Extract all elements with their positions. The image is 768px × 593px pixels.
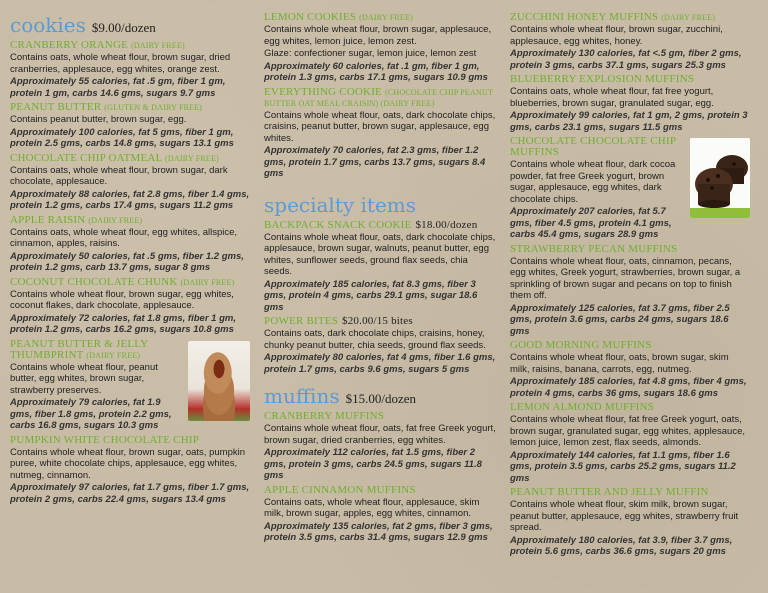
item-nutrition: Approximately 60 calories, fat .1 gm, fiber 1 gm, protein 1.3 gms, carbs 17.1 gms, sugars 10.9 gms <box>264 60 488 83</box>
item-description: Contains whole wheat flour, dark cocoa powder, fat free Greek yogurt, brown sugar, applesauce, egg whites, dark chocolate chips. <box>510 159 676 205</box>
menu-item <box>264 411 496 482</box>
item-nutrition: Approximately 99 calories, fat 1 gm, 2 gms, protein 3 gms, carbs 23.1 gms, sugars 11.5 gms <box>510 110 748 133</box>
item-name-text: PEANUT BUTTER & JELLY THUMBPRINT <box>10 337 148 361</box>
item-nutrition: Approximately 100 calories, fat 5 gms, fiber 1 gm, protein 2.5 gms, carbs 14.8 gms, sugars 13.1 gms <box>10 126 234 149</box>
item-name <box>510 12 750 23</box>
menu-item <box>264 316 496 375</box>
item-glaze-note: Glaze: confectioner sugar, lemon juice, lemon zest <box>264 48 477 59</box>
item-description: Contains whole wheat flour, brown sugar, egg whites, coconut flakes, dark chocolate, applesauce. <box>10 288 234 311</box>
specialty-section-header <box>264 194 496 216</box>
item-description: Contains oats, whole wheat flour, brown sugar, dried cranberries, applesauce, egg whites, orange zest. <box>10 52 231 75</box>
more-muffins-list <box>510 12 750 558</box>
menu-item <box>510 74 750 133</box>
item-name <box>510 402 750 413</box>
item-name-text: STRAWBERRY PECAN MUFFINS <box>510 242 678 255</box>
item-nutrition: Approximately 97 calories, fat 1.7 gms, fiber 1.7 gms, protein 2 gms, carbs 22.4 gms, sugars 13.4 gms <box>10 482 250 505</box>
item-description: Contains oats, dark chocolate chips, craisins, honey, chunky peanut butter, chia seeds, ground flax seeds. <box>264 328 486 351</box>
item-nutrition: Approximately 130 calories, fat <.5 gm, fiber 2 gms, protein 3 gms, carbs 37.1 gms, sugars 25.3 gms <box>510 48 742 71</box>
item-nutrition: Approximately 79 calories, fat 1.9 gms, fiber 1.8 gms, protein 2.2 gms, carbs 16.8 gms, sugars 10.3 gms <box>10 397 172 431</box>
menu-item <box>10 40 250 99</box>
item-dietary-tag: (DAIRY FREE) <box>661 13 716 22</box>
item-description: Contains whole wheat flour, oats, dark chocolate chips, craisins, peanut butter, brown sugar, applesauce, egg whites. <box>264 109 496 144</box>
item-dietary-tag: (CHOCOLATE CHIP PEANUT BUTTER OAT MEAL CRAISIN) (DAIRY FREE) <box>264 87 493 108</box>
item-dietary-tag: (DAIRY FREE) <box>88 215 143 225</box>
more-cookies-list <box>264 12 496 180</box>
menu-column-middle <box>264 4 496 593</box>
menu-item <box>510 136 750 241</box>
item-dietary-tag: (GLUTEN & DAIRY FREE) <box>104 103 203 112</box>
menu-item <box>10 339 250 432</box>
item-nutrition: Approximately 80 calories, fat 4 gms, fiber 1.6 gms, protein 1.7 gms, carbs 9.6 gms, sugars 5 gms <box>264 352 496 375</box>
menu-item <box>264 485 496 544</box>
item-description: Contains whole wheat flour, oats, fat free Greek yogurt, brown sugar, dried cranberries, egg whites. <box>264 423 496 446</box>
item-nutrition: Approximately 50 calories, fat .5 gms, fiber 1.2 gms, protein 1.2 gms, carb 13.7 gms, sugar 8 gms <box>10 250 244 273</box>
item-description: Contains oats, whole wheat flour, fat free yogurt, blueberries, brown sugar, granulated sugar, egg. <box>510 86 714 109</box>
item-name <box>264 12 496 23</box>
specialty-list <box>264 220 496 376</box>
item-name-text: PEANUT BUTTER AND JELLY MUFFIN <box>510 486 709 498</box>
menu-column-left <box>10 4 250 593</box>
item-nutrition: Approximately 55 calories, fat .5 gm, fiber 1 gm, protein 1 gm, carbs 14.6 gms, sugars 9.7 gms <box>10 76 226 99</box>
menu-item <box>264 12 496 84</box>
menu-item <box>10 435 250 506</box>
item-name-text: CHOCOLATE CHOCOLATE CHIP MUFFINS <box>510 135 676 158</box>
item-name-text: GOOD MORNING MUFFINS <box>510 339 652 351</box>
item-name <box>10 40 250 51</box>
item-name <box>10 102 250 113</box>
item-description: Contains whole wheat flour, fat free Greek yogurt, oats, brown sugar, granulated sugar, egg whites, applesauce, lemon juice, lemon zest, flax seeds, almonds. <box>510 414 746 448</box>
item-price: $18.00/dozen <box>415 218 478 231</box>
muffins-list <box>264 411 496 544</box>
menu-column-right <box>510 4 750 593</box>
item-description: Contains whole wheat flour, brown sugar, zucchini, applesauce, egg whites, honey. <box>510 24 723 47</box>
item-nutrition: Approximately 135 calories, fat 2 gms, fiber 3 gms, protein 3.5 gms, carbs 31.4 gms, sugars 12.9 gms <box>264 520 493 543</box>
item-name <box>510 74 750 85</box>
item-nutrition: Approximately 144 calories, fat 1.1 gms, fiber 1.6 gms, protein 3.5 gms, carbs 25.2 gms, sugars 11.2 gms <box>510 449 736 484</box>
item-dietary-tag: (DAIRY FREE) <box>359 13 413 22</box>
item-name <box>10 277 250 288</box>
item-name-text: POWER BITES <box>264 315 339 327</box>
item-nutrition: Approximately 180 calories, fat 3.9, fiber 3.7 gms, protein 5.6 gms, carbs 36.6 gms, sugars 20 gms <box>510 534 733 557</box>
menu-item <box>264 87 496 180</box>
menu-item <box>510 402 750 484</box>
menu-item <box>10 153 250 212</box>
item-name <box>10 215 250 226</box>
item-description: Contains whole wheat flour, oats, cinnamon, pecans, egg whites, Greek yogurt, strawberries, brown sugar, a sprinkling of brown sugar and pecans on top to finish them off. <box>510 255 741 301</box>
item-name-text: PEANUT BUTTER <box>10 101 102 113</box>
item-dietary-tag: (DAIRY FREE) <box>180 277 235 287</box>
item-name <box>264 87 496 109</box>
item-nutrition: Approximately 88 calories, fat 2.8 gms, fiber 1.4 gms, protein 1.2 gms, carbs 17.4 gms, sugars 11.2 gms <box>10 188 250 211</box>
item-name-text: BLUEBERRY EXPLOSION MUFFINS <box>510 73 695 85</box>
item-name <box>264 485 496 496</box>
cookies-list <box>10 40 250 505</box>
item-nutrition: Approximately 72 calories, fat 1.8 gms, fiber 1 gm, protein 1.2 gms, carbs 16.2 gms, sugars 10.8 gms <box>10 312 236 335</box>
item-name-text: BACKPACK SNACK COOKIE <box>264 218 412 231</box>
item-description: Contains whole wheat flour, skim milk, brown sugar, peanut butter, applesauce, egg whites, strawberry fruit spread. <box>510 499 739 533</box>
peanut-butter-jelly-cookie-photo <box>188 341 250 421</box>
item-nutrition: Approximately 185 calories, fat 4.8 gms, fiber 4 gms, protein 4 gms, carbs 36 gms, sugars 18.6 gms <box>510 376 747 399</box>
item-name <box>510 340 750 351</box>
item-dietary-tag: (DAIRY FREE) <box>130 41 185 50</box>
item-dietary-tag: (DAIRY FREE) <box>165 153 219 163</box>
item-name-text: CHOCOLATE CHIP OATMEAL <box>10 151 163 164</box>
item-name <box>264 411 496 422</box>
item-description: Contains whole wheat flour, brown sugar, oats, pumpkin puree, white chocolate chips, applesauce, egg whites, nutmeg, cinnamon. <box>10 446 245 481</box>
item-description: Contains whole wheat flour, oats, brown sugar, skim milk, raisins, banana, carrots, egg, nutmeg. <box>510 352 729 375</box>
item-name <box>264 316 496 327</box>
menu-item <box>10 277 250 336</box>
item-description: Contains oats, whole wheat flour, brown sugar, dark chocolate, applesauce. <box>10 164 228 187</box>
item-nutrition: Approximately 112 calories, fat 1.5 gms, fiber 2 gms, protein 3 gms, carbs 24.5 gms, sugars 11.8 gms <box>264 447 482 481</box>
item-nutrition: Approximately 207 calories, fat 5.7 gms, fiber 4.5 gms, protein 4.1 gms, carbs 45.4 gms, sugars 28.9 gms <box>510 206 672 240</box>
item-price: $20.00/15 bites <box>342 315 413 327</box>
item-name <box>510 487 750 498</box>
item-description: Contains oats, whole wheat flour, egg whites, allspice, cinnamon, apples, raisins. <box>10 226 238 249</box>
cookies-section-price: $9.00/dozen <box>91 20 156 35</box>
muffins-section-title: muffins <box>264 384 340 408</box>
item-name-text: COCONUT CHOCOLATE CHUNK <box>10 275 178 288</box>
item-description: Contains whole wheat flour, brown sugar, applesauce, egg whites, lemon juice, lemon zest. <box>264 24 492 47</box>
item-name-text: CRANBERRY MUFFINS <box>264 410 385 422</box>
item-description: Contains whole wheat flour, oats, dark chocolate chips, applesauce, brown sugar, walnuts, peanut butter, egg whites, sunflower seeds, ground flax seeds, chia seeds. <box>264 231 496 277</box>
item-name-text: ZUCCHINI HONEY MUFFINS <box>510 11 659 23</box>
menu-item <box>510 244 750 338</box>
item-name-text: CRANBERRY ORANGE <box>10 39 129 51</box>
item-name-text: APPLE RAISIN <box>10 213 86 226</box>
item-dietary-tag: (DAIRY FREE) <box>86 350 141 360</box>
item-nutrition: Approximately 185 calories, fat 8.3 gms, fiber 3 gms, protein 4 gms, carbs 29.1 gms, sugar 18.6 gms <box>264 278 478 313</box>
muffins-section-price: $15.00/dozen <box>345 391 417 406</box>
item-name-text: EVERYTHING COOKIE <box>264 85 382 98</box>
specialty-section-title: specialty items <box>264 192 417 217</box>
item-description: Contains oats, whole wheat flour, applesauce, skim milk, brown sugar, apples, egg whites, cinnamon. <box>264 496 480 519</box>
menu-item <box>510 12 750 71</box>
item-description: Contains whole wheat flour, peanut butter, egg whites, brown sugar, strawberry preserves. <box>10 361 158 396</box>
item-name-text: PUMPKIN WHITE CHOCOLATE CHIP <box>10 433 200 446</box>
menu-item <box>510 340 750 399</box>
item-name-text: LEMON ALMOND MUFFINS <box>510 401 654 413</box>
muffins-section-header <box>264 385 496 407</box>
item-nutrition: Approximately 70 calories, fat 2.3 gms, fiber 1.2 gms, protein 1.7 gms, carbs 13.7 gms, sugars 8.4 gms <box>264 145 486 179</box>
item-name <box>510 244 750 255</box>
item-name <box>10 435 250 446</box>
item-name-text: LEMON COOKIES <box>264 11 357 23</box>
item-nutrition: Approximately 125 calories, fat 3.7 gms, fiber 2.5 gms, protein 3.6 gms, carbs 24 gms, sugars 18.6 gms <box>510 302 730 337</box>
item-name-text: APPLE CINNAMON MUFFINS <box>264 483 416 496</box>
item-description: Contains peanut butter, brown sugar, egg. <box>10 114 187 125</box>
menu-item <box>510 487 750 558</box>
item-name <box>10 153 250 164</box>
cookies-section-title: cookies <box>10 13 86 37</box>
cookies-section-header <box>10 14 250 36</box>
menu-item <box>10 102 250 150</box>
menu-item <box>264 220 496 314</box>
menu-item <box>10 215 250 274</box>
item-name <box>264 220 496 231</box>
chocolate-muffin-photo <box>690 138 750 218</box>
